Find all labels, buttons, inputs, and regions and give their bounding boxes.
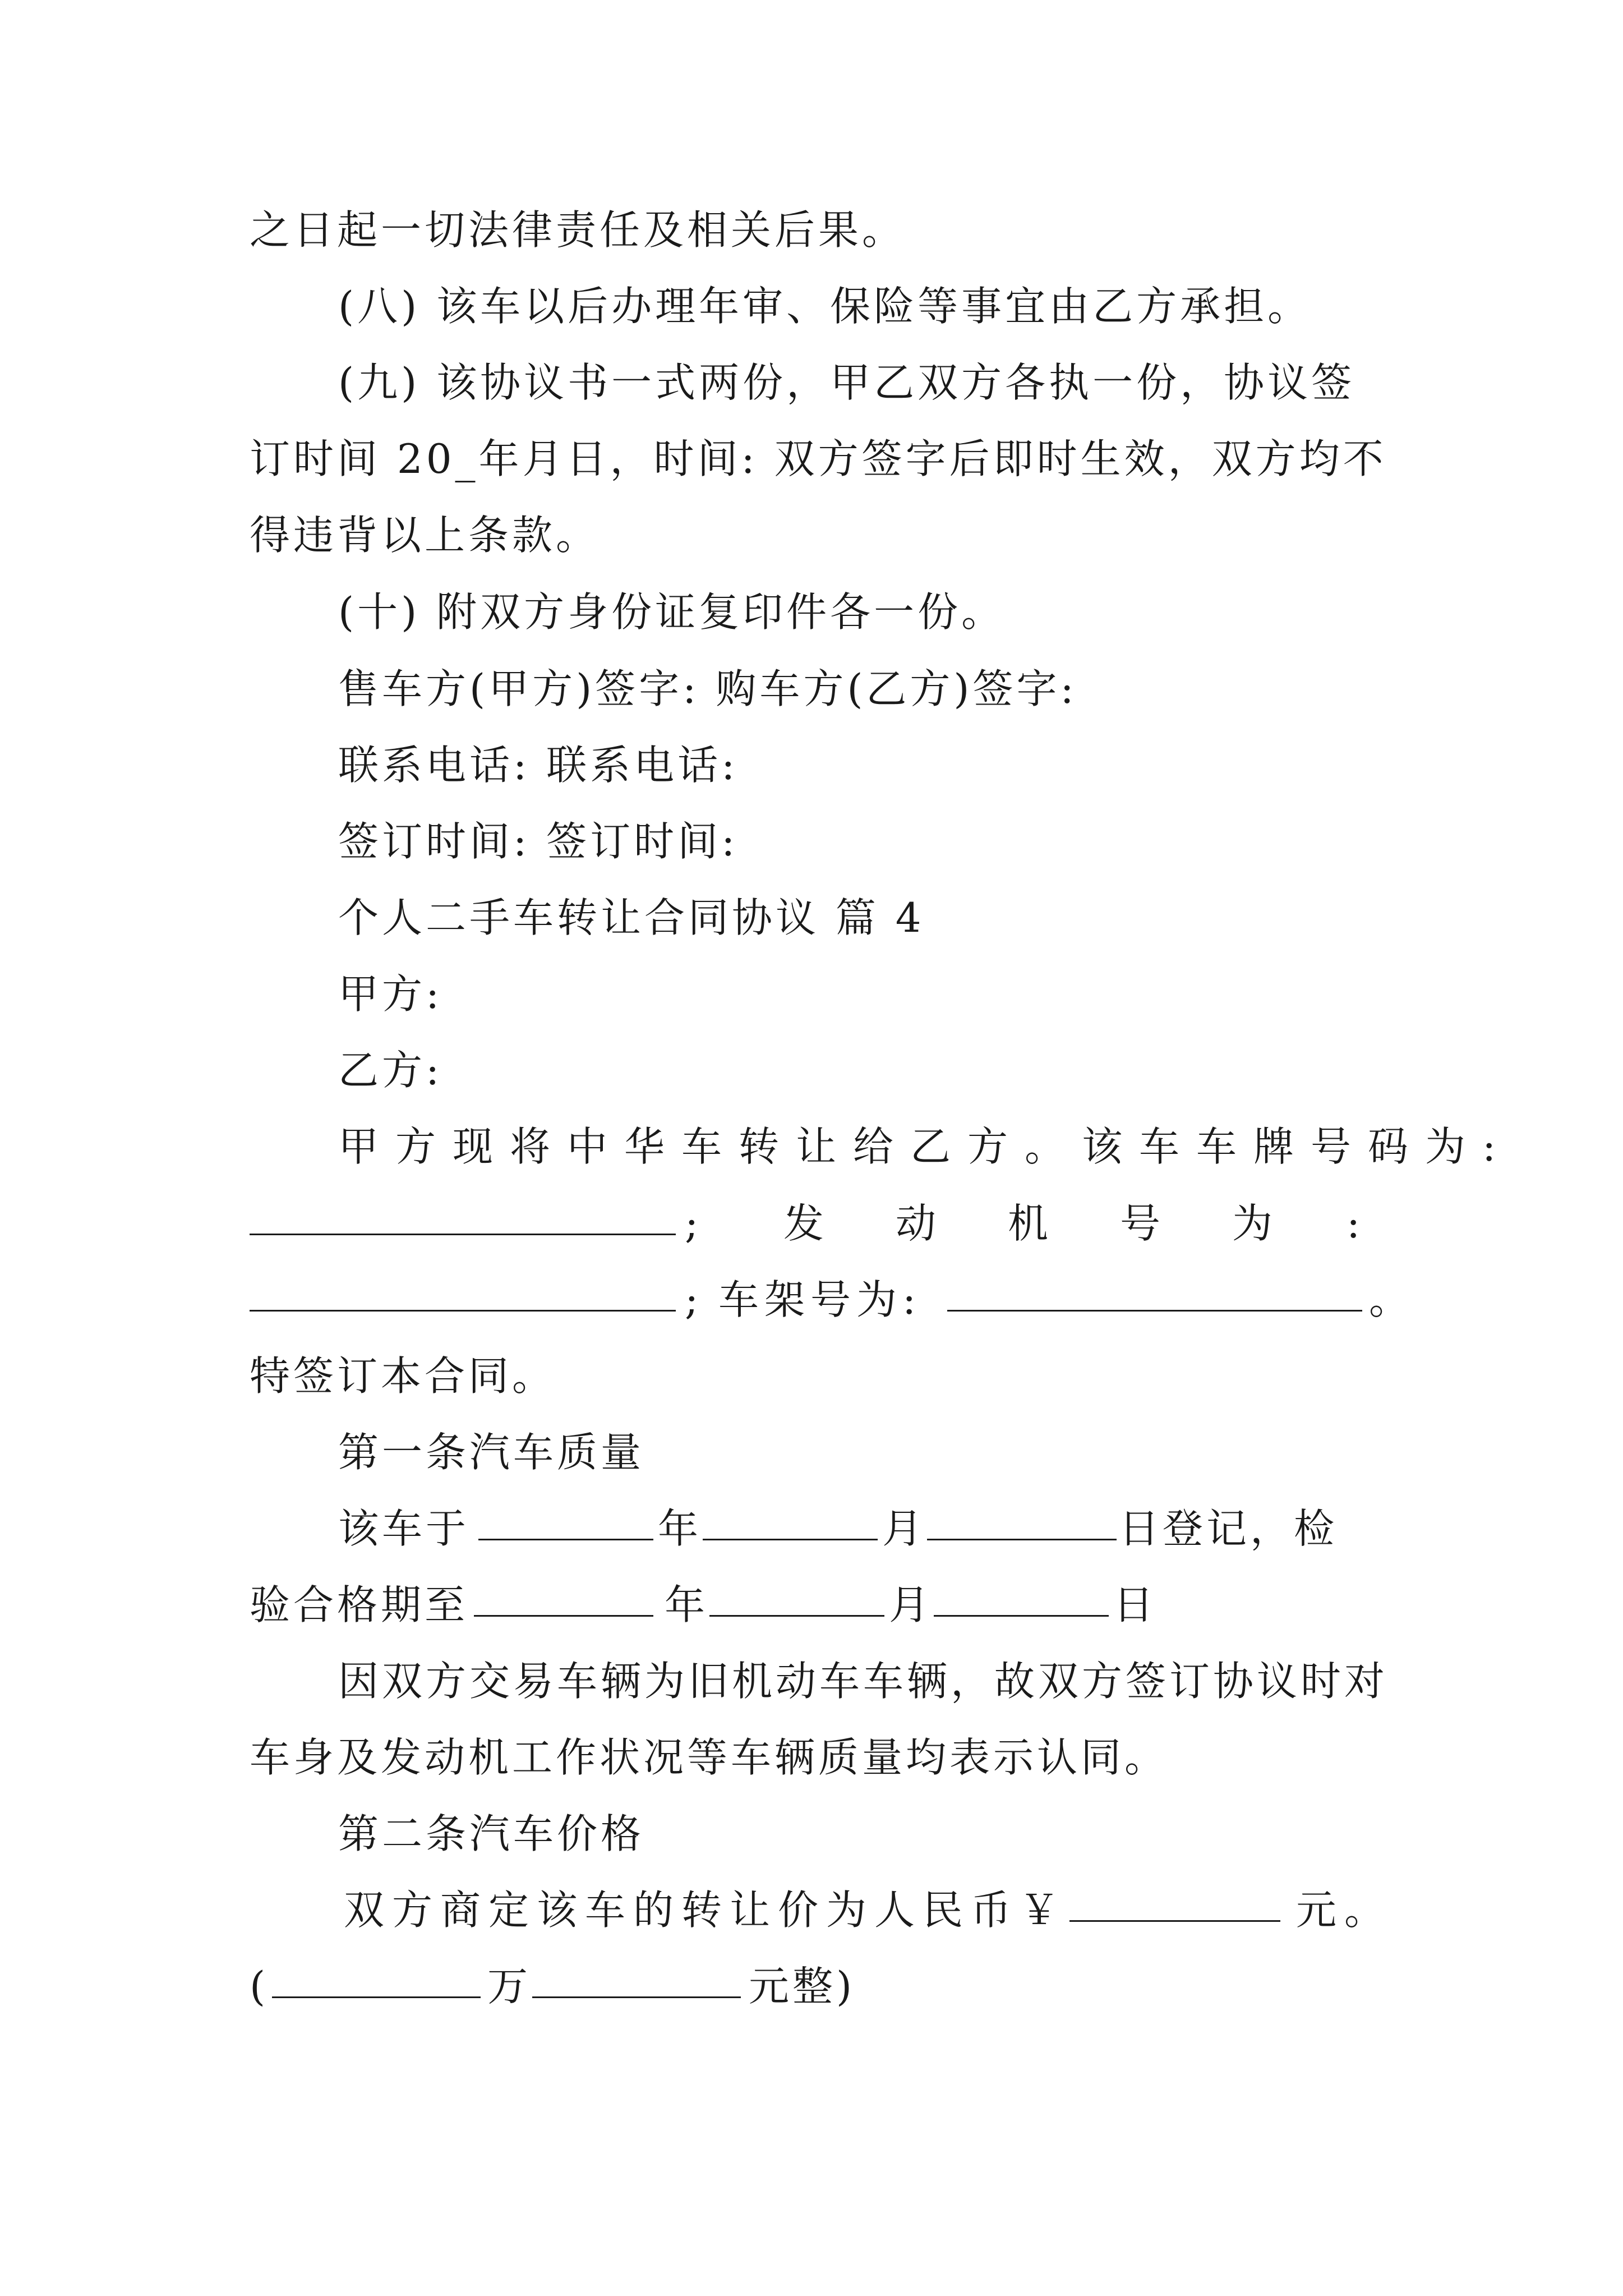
price-words-row <box>250 1959 1394 2013</box>
frame-label: 车架号为: <box>718 1276 922 1323</box>
section-heading: 个人二手车转让合同协议 篇 4 <box>338 894 925 941</box>
blank-field <box>272 1996 481 1998</box>
text-line: (九) 该协议书一式两份，甲乙双方各执一份，协议签 <box>338 359 1355 406</box>
period: 。 <box>1369 1276 1410 1323</box>
text: 双方商定该车的转让价为人民币￥ <box>344 1887 1068 1934</box>
text-line: 特签订本合同。 <box>250 1352 556 1400</box>
blank-field <box>934 1615 1109 1617</box>
blank-field <box>947 1310 1362 1312</box>
text: 验合格期至 <box>250 1581 469 1628</box>
blank-field <box>478 1539 653 1540</box>
blank-field <box>474 1615 653 1617</box>
separator: ; <box>685 1200 699 1247</box>
text: 月 <box>889 1581 930 1628</box>
blank-field <box>532 1996 741 1998</box>
text-line: 联系电话: 联系电话: <box>338 742 739 789</box>
frame-number-row <box>250 1273 1410 1327</box>
blank-field <box>250 1310 676 1312</box>
text: 元整) <box>749 1963 856 2010</box>
blank-field <box>709 1615 884 1617</box>
inspection-date-row <box>250 1578 1394 1632</box>
label-char: 号 <box>1120 1200 1161 1247</box>
engine-number-row <box>250 1197 1394 1250</box>
text-line: 之日起一切法律责任及相关后果。 <box>250 206 906 254</box>
text: ( <box>250 1963 266 2010</box>
text-line: 乙方: <box>338 1047 443 1094</box>
article-title: 第二条汽车价格 <box>338 1810 645 1857</box>
label-char: 为 <box>1232 1200 1273 1247</box>
text: 万 <box>487 1963 528 2010</box>
text: 该车于 <box>338 1505 470 1552</box>
text: 月 <box>882 1505 923 1552</box>
text-line: 车身及发动机工作状况等车辆质量均表示认同。 <box>250 1734 1169 1781</box>
price-row <box>250 1883 1394 1937</box>
text-line: 得违背以上条款。 <box>250 512 600 559</box>
text: 日登记，检 <box>1119 1505 1338 1552</box>
text-line: (八) 该车以后办理年审、保险等事宜由乙方承担。 <box>338 283 1312 330</box>
blank-field <box>1069 1920 1280 1922</box>
text: 元。 <box>1296 1887 1393 1934</box>
label-char: : <box>1347 1200 1361 1247</box>
text-line: 订时间 20_年月日，时间: 双方签字后即时生效，双方均不 <box>250 435 1387 482</box>
text-line: 甲方: <box>338 970 443 1018</box>
text: 日 <box>1113 1581 1154 1628</box>
text: 年 <box>658 1505 699 1552</box>
label-char: 机 <box>1008 1200 1049 1247</box>
label-char: 发 <box>783 1200 824 1247</box>
text-line: 甲方现将中华车转让给乙方。该车车牌号码为: <box>338 1123 1513 1170</box>
separator: ; <box>685 1276 699 1323</box>
text-line: 因双方交易车辆为旧机动车车辆，故双方签订协议时对 <box>338 1658 1389 1705</box>
blank-field <box>927 1539 1117 1540</box>
blank-field <box>250 1234 676 1235</box>
text-line: (十) 附双方身份证复印件各一份。 <box>338 588 1006 636</box>
label-char: 动 <box>896 1200 937 1247</box>
text: 年 <box>665 1581 706 1628</box>
text-line: 售车方(甲方)签字: 购车方(乙方)签字: <box>338 665 1077 712</box>
blank-field <box>703 1539 878 1540</box>
article-title: 第一条汽车质量 <box>338 1429 645 1476</box>
registration-date-row <box>250 1502 1394 1556</box>
text-line: 签订时间: 签订时间: <box>338 818 739 865</box>
